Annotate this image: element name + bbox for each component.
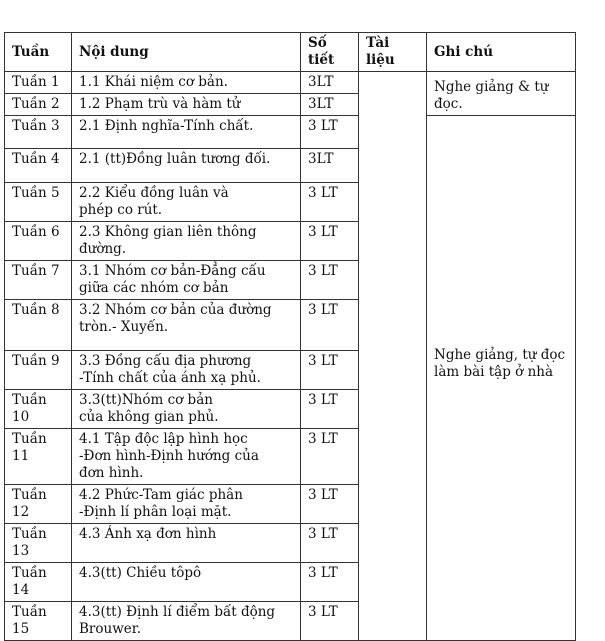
content-line: 4.3 Ánh xạ đơn hình (79, 526, 217, 542)
content-cell (72, 72, 301, 94)
note-line: làm bài tập ở nhà (434, 364, 554, 380)
hours-cell: 3 LT (301, 351, 359, 390)
hours-cell: 3 LT (301, 116, 359, 149)
week-cell: Tuần 5 (5, 183, 72, 222)
content-line: 3.2 Nhóm cơ bản của đường (79, 302, 272, 318)
content-cell (72, 116, 301, 149)
content-line: 2.1 (tt)Đồng luân tương đối. (79, 151, 271, 167)
content-line: đơn hình. (79, 465, 144, 481)
week-cell: Tuần 9 (5, 351, 72, 390)
content-cell (72, 149, 301, 183)
note-line: Nghe giảng, tự đọc (434, 347, 566, 363)
table-row (5, 72, 576, 94)
week-cell: Tuần 7 (5, 261, 72, 300)
content-cell (72, 390, 301, 429)
content-line: 2.2 Kiểu đồng luân và (79, 185, 229, 201)
content-line: 1.2 Phạm trù và hàm tử (79, 96, 241, 112)
content-cell (72, 602, 301, 641)
hours-cell: 3 LT (301, 390, 359, 429)
content-line: 3.3(tt)Nhóm cơ bản (79, 392, 213, 408)
note-cell-second (427, 116, 576, 641)
content-cell (72, 300, 301, 351)
content-cell (72, 183, 301, 222)
hours-cell: 3 LT (301, 261, 359, 300)
week-cell: Tuần 12 (5, 485, 72, 524)
content-line: tròn.- Xuyến. (79, 319, 169, 335)
content-line: 4.3(tt) Định lí điểm bất động (79, 604, 276, 620)
hours-cell: 3 LT (301, 300, 359, 351)
week-cell: Tuần 15 (5, 602, 72, 641)
content-cell (72, 94, 301, 116)
content-line: 2.1 Định nghĩa-Tính chất. (79, 118, 254, 134)
content-cell (72, 261, 301, 300)
week-cell: Tuần 14 (5, 563, 72, 602)
content-line: 4.1 Tập độc lập hình học (79, 431, 248, 447)
content-cell (72, 485, 301, 524)
week-cell: Tuần 13 (5, 524, 72, 563)
header-row (5, 33, 576, 72)
hours-cell: 3LT (301, 72, 359, 94)
content-cell (72, 222, 301, 261)
header-week: Tuần (5, 33, 72, 72)
week-cell: Tuần 2 (5, 94, 72, 116)
content-line: 1.1 Khái niệm cơ bản. (79, 74, 228, 90)
content-line: phép co rút. (79, 202, 163, 218)
content-line: -Tính chất của ánh xạ phủ. (79, 370, 261, 386)
content-line: 4.2 Phức-Tam giác phân (79, 487, 243, 503)
hours-cell: 3 LT (301, 429, 359, 485)
week-cell: Tuần 4 (5, 149, 72, 183)
note-cell-first: Nghe giảng & tự đọc. (427, 72, 576, 116)
hours-cell: 3 LT (301, 183, 359, 222)
content-line: 2.3 Không gian liên thông đường. (79, 224, 257, 257)
week-cell: Tuần 6 (5, 222, 72, 261)
content-line: 3.3 Đồng cấu địa phương (79, 353, 252, 369)
hours-cell: 3 LT (301, 524, 359, 563)
content-cell (72, 563, 301, 602)
hours-cell: 3LT (301, 94, 359, 116)
table-row (5, 116, 576, 149)
week-cell: Tuần 1 (5, 72, 72, 94)
content-cell (72, 524, 301, 563)
header-content: Nội dung (72, 33, 301, 72)
content-line: Brouwer. (79, 621, 142, 637)
header-materials: Tài liệu (359, 33, 427, 72)
syllabus-table (4, 32, 576, 641)
hours-cell: 3 LT (301, 602, 359, 641)
content-cell (72, 429, 301, 485)
hours-cell: 3 LT (301, 485, 359, 524)
content-line: giữa các nhóm cơ bản (79, 280, 229, 296)
header-hours: Số tiết (301, 33, 359, 72)
content-line: của không gian phủ. (79, 409, 219, 425)
week-cell: Tuần 11 (5, 429, 72, 485)
hours-cell: 3 LT (301, 222, 359, 261)
week-cell: Tuần 8 (5, 300, 72, 351)
week-cell: Tuần 10 (5, 390, 72, 429)
content-line: 3.1 Nhóm cơ bản-Đẳng cấu (79, 263, 266, 279)
content-line: -Định lí phân loại mặt. (79, 504, 232, 520)
content-line: 4.3(tt) Chiều tôpô (79, 565, 202, 581)
content-cell (72, 351, 301, 390)
materials-cell (359, 72, 427, 641)
header-notes: Ghi chú (427, 33, 576, 72)
week-cell: Tuần 3 (5, 116, 72, 149)
hours-cell: 3LT (301, 149, 359, 183)
table-body (5, 72, 576, 641)
hours-cell: 3 LT (301, 563, 359, 602)
content-line: -Đơn hình-Định hướng của (79, 448, 259, 464)
